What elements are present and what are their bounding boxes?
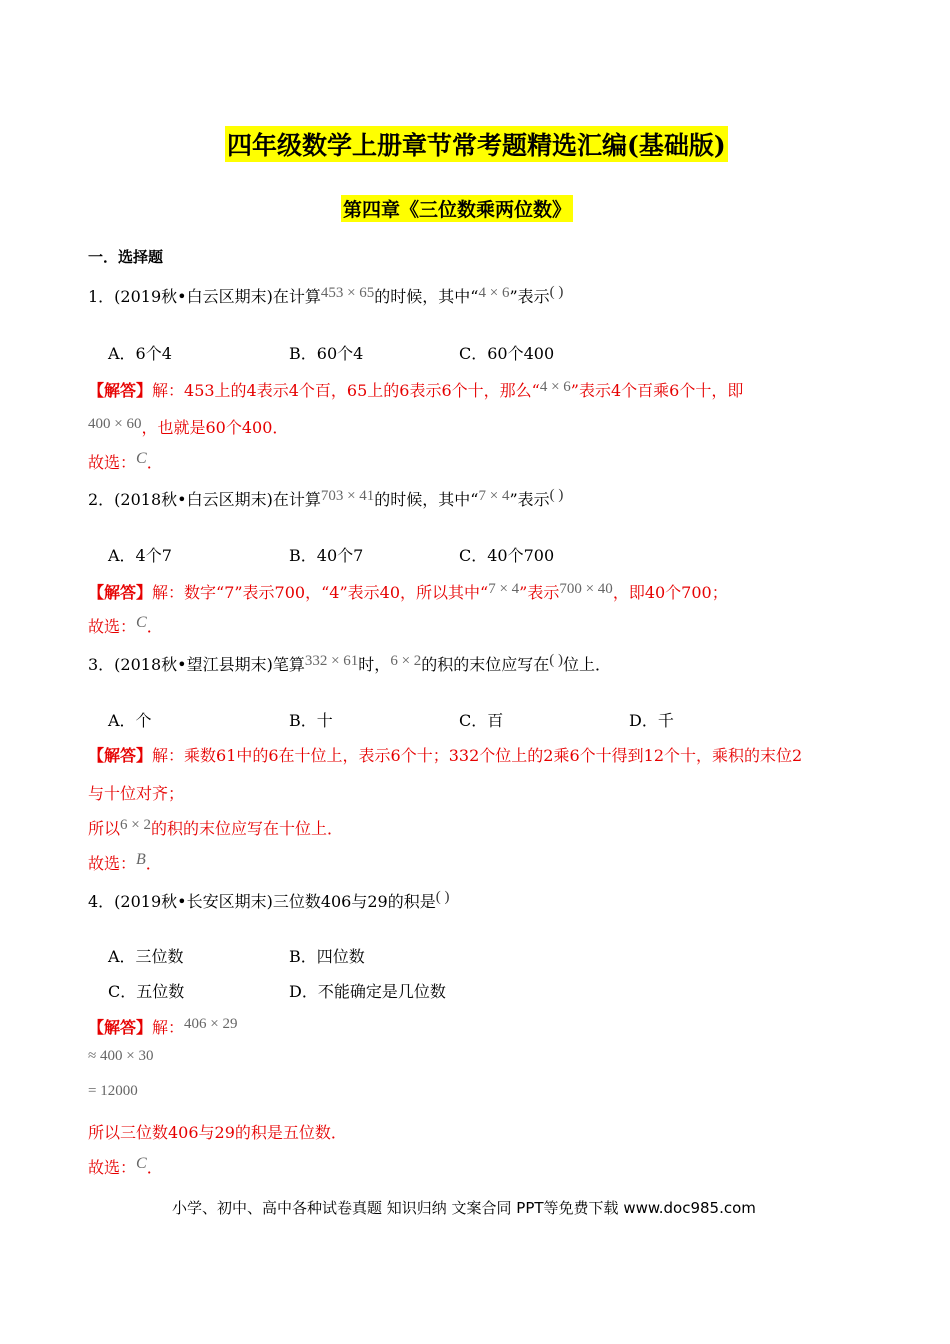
question-3-expression: 332 × 61 — [304, 653, 359, 669]
answer-expression-2: 700 × 40 — [559, 581, 613, 597]
question-3-option-d: D．千 — [629, 711, 674, 730]
question-2-option-a: A．4个7 — [108, 546, 172, 565]
question-2-choice — [88, 614, 163, 637]
question-1-answer-line-1 — [88, 378, 743, 401]
answer-expression: 6 × 2 — [120, 817, 151, 833]
answer-text: 的积的末位应写在十位上． — [150, 819, 343, 838]
period: ． — [146, 453, 163, 472]
choose-label: 故选： — [88, 453, 137, 472]
question-4-calc-step-2 — [88, 1085, 138, 1105]
choice-letter: C — [136, 614, 147, 631]
question-4-option-a: A．三位数 — [108, 947, 184, 966]
question-4-answer-line-1 — [88, 1015, 238, 1038]
question-1-choice — [88, 450, 163, 473]
answer-text: 所以 — [88, 819, 121, 838]
answer-expression: 7 × 4 — [488, 581, 520, 597]
answer-label: 【解答】 — [88, 746, 153, 765]
question-1-answer-line-2 — [88, 415, 288, 438]
question-2-text-mid: 的时候，其中“ — [374, 490, 479, 509]
answer-label: 【解答】 — [88, 583, 153, 602]
question-4-option-b: B．四位数 — [289, 947, 365, 966]
question-2-option-b: B．40个7 — [289, 546, 364, 565]
question-3-expression-2: 6 × 2 — [390, 653, 422, 669]
question-1-text-mid: 的时候，其中“ — [374, 287, 479, 306]
calc-expression: ≈ 400 × 30 — [88, 1048, 154, 1064]
question-4-calc-step-1 — [88, 1050, 153, 1070]
answer-text: ”表示4个百乘6个十，即 — [570, 381, 744, 400]
question-3-stem — [88, 652, 611, 675]
question-2-text: 2．(2018秋•白云区期末)在计算 — [88, 490, 321, 509]
section-heading: 一．选择题 — [88, 248, 164, 266]
answer-text: 解：数字“7”表示700，“4”表示40，所以其中“ — [152, 583, 489, 602]
choose-label: 故选： — [88, 1158, 137, 1177]
calc-expression: = 12000 — [88, 1083, 138, 1099]
question-1-option-a: A．6个4 — [108, 344, 172, 363]
question-1-expression: 453 × 65 — [320, 285, 375, 301]
question-3-answer-line-2: 与十位对齐； — [88, 784, 185, 803]
page-footer: 小学、初中、高中各种试卷真题 知识归纳 文案合同 PPT等免费下载 www.doc985.com — [172, 1199, 756, 1217]
answer-text: 解： — [152, 1018, 185, 1037]
question-4-option-d: D．不能确定是几位数 — [289, 982, 446, 1001]
question-1-expression-2: 4 × 6 — [478, 285, 510, 301]
question-1-option-b: B．60个4 — [289, 344, 364, 363]
question-2-text-post: ”表示 — [509, 490, 550, 509]
question-1-text: 1．(2019秋•白云区期末)在计算 — [88, 287, 321, 306]
question-2-option-c: C．40个700 — [459, 546, 555, 565]
period: ． — [146, 617, 163, 636]
choice-letter: C — [136, 1155, 147, 1172]
answer-text: ，也就是60个400． — [141, 418, 289, 437]
question-3-text-mid: 时， — [358, 655, 391, 674]
question-2-answer-line-1 — [88, 580, 728, 603]
question-3-option-b: B．十 — [289, 711, 333, 730]
question-4-stem — [88, 889, 449, 912]
answer-expression: 4 × 6 — [539, 379, 571, 395]
question-3-option-a: A．个 — [108, 711, 152, 730]
question-2-blank: ( ) — [549, 487, 564, 503]
answer-expression: 406 × 29 — [184, 1016, 238, 1032]
question-2-expression: 703 × 41 — [320, 488, 375, 504]
question-4-conclusion: 所以三位数406与29的积是五位数． — [88, 1123, 347, 1142]
answer-label: 【解答】 — [88, 381, 153, 400]
question-4-text: 4．(2019秋•长安区期末)三位数406与29的积是 — [88, 892, 436, 911]
question-1-blank: ( ) — [549, 284, 564, 300]
question-1-text-post: ”表示 — [509, 287, 550, 306]
question-1-stem — [88, 284, 563, 307]
question-3-option-c: C．百 — [459, 711, 504, 730]
choose-label: 故选： — [88, 854, 137, 873]
answer-expression: 400 × 60 — [88, 416, 142, 432]
question-4-choice — [88, 1155, 163, 1178]
period: ． — [146, 1158, 163, 1177]
question-3-text-post: 的积的末位应写在 — [421, 655, 550, 674]
question-3-choice — [88, 851, 162, 874]
question-1-option-c: C．60个400 — [459, 344, 555, 363]
answer-label: 【解答】 — [88, 1018, 153, 1037]
document-title: 四年级数学上册章节常考题精选汇编(基础版) — [225, 126, 728, 162]
choose-label: 故选： — [88, 617, 137, 636]
choice-letter: C — [136, 450, 147, 467]
question-3-text-tail: 位上． — [563, 655, 612, 674]
question-4-blank: ( ) — [435, 889, 450, 905]
question-3-answer-line-3 — [88, 816, 343, 839]
answer-text: ，即40个700； — [612, 583, 728, 602]
question-2-expression-2: 7 × 4 — [478, 488, 510, 504]
question-3-answer-line-1 — [88, 743, 802, 766]
answer-text: ”表示 — [519, 583, 560, 602]
chapter-subtitle: 第四章《三位数乘两位数》 — [341, 195, 573, 222]
answer-text: 解：453上的4表示4个百，65上的6表示6个十，那么“ — [152, 381, 540, 400]
question-3-blank: ( ) — [549, 652, 564, 668]
question-4-option-c: C．五位数 — [108, 982, 185, 1001]
answer-text: 解：乘数61中的6在十位上，表示6个十；332个位上的2乘6个十得到12个十，乘积的末位2 — [152, 746, 803, 765]
question-2-stem — [88, 487, 563, 510]
period: ． — [145, 854, 162, 873]
choice-letter: B — [136, 851, 146, 868]
question-3-text: 3．(2018秋•望江县期末)笔算 — [88, 655, 305, 674]
